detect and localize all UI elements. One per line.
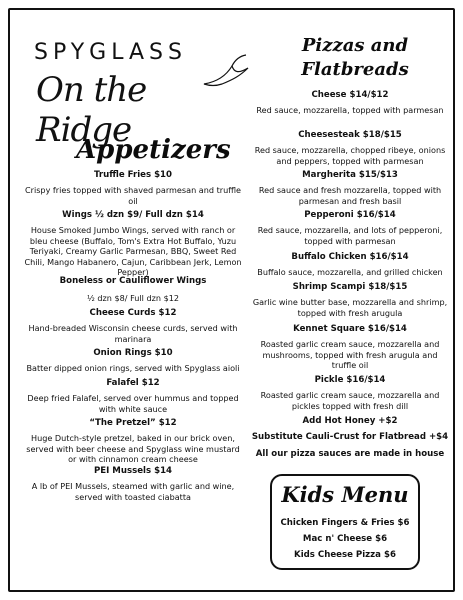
item-description: Deep fried Falafel, served over hummus and topped with white sauce: [27, 393, 239, 414]
item-name: Pepperoni $16/$14: [304, 210, 396, 220]
item-description: Huge Dutch-style pretzel, baked in our brick oven, served with beer cheese and Spyglass wine mustard or with cinnamon cream cheese: [26, 433, 240, 464]
list-item: [250, 324, 450, 371]
item-description: Batter dipped onion rings, served with Spyglass aioli: [26, 363, 240, 373]
item-description: Red sauce, mozzarella, and lots of pepperoni, topped with parmesan: [257, 225, 443, 246]
item-description: Red sauce and fresh mozzarella, topped with parmesan and fresh basil: [258, 185, 442, 206]
item-name: Buffalo Chicken $16/$14: [291, 252, 409, 262]
item-description: Red sauce, mozzarella, topped with parmesan: [256, 105, 444, 115]
list-item: [250, 210, 450, 246]
list-item: [22, 210, 244, 278]
bird-icon: [202, 54, 250, 94]
item-name: PEI Mussels $14: [93, 466, 173, 476]
list-item: [250, 90, 450, 116]
list-item: [22, 418, 244, 465]
kids-item: Kids Cheese Pizza $6: [294, 550, 396, 560]
item-description: Red sauce, mozzarella, chopped ribeye, onions and peppers, topped with parmesan: [254, 145, 446, 166]
kids-menu-box: [270, 474, 420, 570]
item-name: Cheese Curds $12: [89, 308, 177, 318]
logo-script-text: On the Ridge: [36, 70, 147, 150]
pizzas-heading: [280, 34, 430, 82]
item-description: Garlic wine butter base, mozzarella and shrimp, topped with fresh arugula: [252, 297, 448, 318]
list-item: [250, 252, 450, 278]
item-name: Cheesesteak $18/$15: [298, 130, 402, 140]
item-name: Cheese $14/$12: [311, 90, 389, 100]
pizzas-heading-line1: Pizzas and: [301, 35, 409, 56]
appetizers-heading: Appetizers: [76, 135, 231, 165]
logo-brand-text: SPYGLASS: [34, 40, 187, 65]
pizza-sauce-note: All our pizza sauces are made in house: [255, 449, 445, 459]
item-name: Wings ½ dzn $9/ Full dzn $14: [62, 210, 204, 220]
item-description: Hand-breaded Wisconsin cheese curds, served with marinara: [28, 323, 238, 344]
item-name: Onion Rings $10: [93, 348, 173, 358]
kids-item: Chicken Fingers & Fries $6: [280, 518, 410, 528]
item-name: Pickle $16/$14: [314, 375, 386, 385]
item-description: Crispy fries topped with shaved parmesan and truffle oil: [24, 185, 242, 206]
item-description: A lb of PEI Mussels, steamed with garlic and wine, served with toasted ciabatta: [31, 481, 235, 502]
item-description: Roasted garlic cream sauce, mozzarella and pickles topped with fresh dill: [260, 390, 440, 411]
pizzas-heading-line2: Flatbreads: [301, 59, 409, 80]
list-item: [22, 348, 244, 374]
list-item: [22, 466, 244, 502]
item-name: Boneless or Cauliflower Wings: [59, 276, 207, 286]
list-item: [250, 130, 450, 166]
list-item: [22, 308, 244, 344]
list-item: [22, 276, 244, 304]
item-name: Truffle Fries $10: [93, 170, 173, 180]
item-name: “The Pretzel” $12: [89, 418, 177, 428]
list-item: [22, 170, 244, 206]
list-item: [250, 282, 450, 318]
item-description: ½ dzn $8/ Full dzn $12: [86, 293, 180, 303]
list-item: [250, 375, 450, 411]
item-description: Roasted garlic cream sauce, mozzarella and mushrooms, topped with fresh arugula and truffle oil: [260, 339, 440, 370]
list-item: [250, 170, 450, 206]
item-name: Shrimp Scampi $18/$15: [292, 282, 408, 292]
item-description: Buffalo sauce, mozzarella, and grilled chicken: [257, 267, 443, 277]
kids-item: Mac n' Cheese $6: [302, 534, 388, 544]
addon-hot-honey: Add Hot Honey +$2: [302, 416, 398, 426]
list-item: [22, 378, 244, 414]
item-name: Falafel $12: [106, 378, 160, 388]
addon-cauli-crust: Substitute Cauli-Crust for Flatbread +$4: [251, 432, 449, 442]
item-name: Kennet Square $16/$14: [293, 324, 407, 334]
item-name: Margherita $15/$13: [302, 170, 398, 180]
kids-menu-heading: Kids Menu: [281, 482, 409, 507]
item-description: House Smoked Jumbo Wings, served with ranch or bleu cheese (Buffalo, Tom's Extra Hot Buffalo, Yuzu Teriyaki, Creamy Garlic Parmesan, BBQ, Sweet Red Chili, Mango Habanero, Cajun, Caribbean Jerk, Lemon Pepper): [24, 225, 242, 277]
